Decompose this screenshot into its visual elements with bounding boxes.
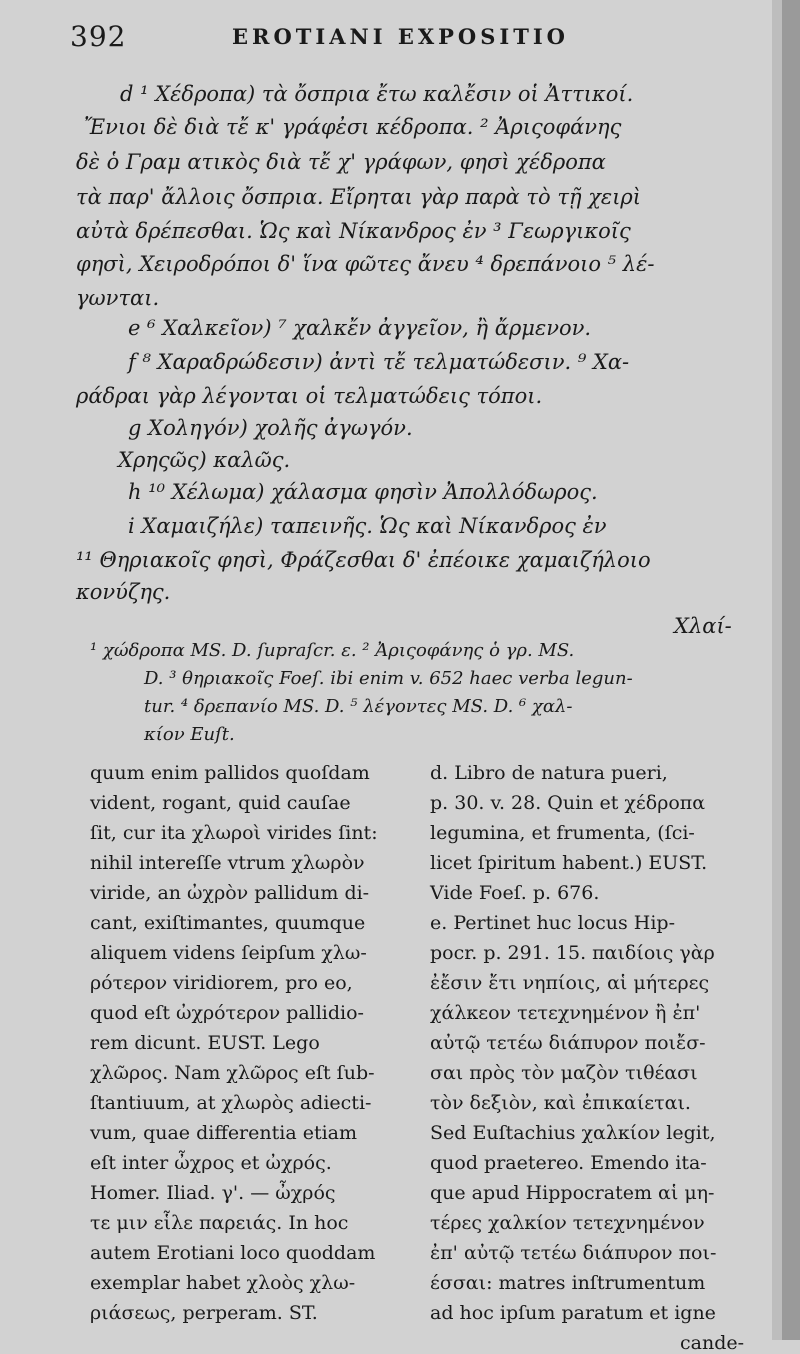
column-line: ἐἔσιν ἔτι νηπίοις, αἱ μήτερες bbox=[430, 972, 710, 994]
text-line: τὰ παρ' ἄλλοις ὄσπρια. Εἴρηται γὰρ παρὰ τὸ τῇ χειρὶ bbox=[76, 185, 642, 209]
column-line: Vide Foeſ. p. 676. bbox=[430, 882, 600, 904]
page-header bbox=[0, 0, 780, 60]
column-line: ſit, cur ita χλωροὶ virides ſint: bbox=[90, 822, 378, 844]
footnote-line: κίον Euſt. bbox=[144, 724, 235, 745]
column-line: έσσαι: matres inſtrumentum bbox=[430, 1272, 706, 1294]
column-line: ρότερον viridiorem, pro eo, bbox=[90, 972, 353, 994]
column-line: vum, quae differentia etiam bbox=[90, 1122, 358, 1144]
column-line: licet ſpiritum habent.) EUST. bbox=[430, 852, 708, 874]
column-line: viride, an ὠχρὸν pallidum di- bbox=[90, 882, 370, 904]
text-line: φησὶ, Χειροδρόποι δ' ἵνα φῶτες ἄνευ ⁴ δρεπάνοιο ⁵ λέ- bbox=[76, 252, 655, 276]
text-line: ¹¹ Θηριακοῖς φησὶ, Φράζεσθαι δ' ἐπέοικε χαμαιζήλοιο bbox=[76, 548, 651, 572]
text-line: δὲ ὁ Γραμ ατικὸς διὰ τἔ χ' γράφων, φησὶ χέδροπα bbox=[76, 150, 606, 174]
catchword: cande- bbox=[680, 1332, 745, 1354]
column-line: τε μιν εἷλε παρειάς. In hoc bbox=[90, 1212, 349, 1234]
column-line: que apud Hippocratem αἱ μη- bbox=[430, 1182, 715, 1204]
column-line: ἐπ' αὐτῷ τετέω διάπυρον ποι- bbox=[430, 1242, 717, 1264]
text-line: h ¹⁰ Χέλωμα) χάλασμα φησὶν Ἀπολλόδωρος. bbox=[128, 480, 598, 504]
column-line: rem dicunt. EUST. Lego bbox=[90, 1032, 320, 1054]
column-line: quod eſt ὠχρότερον pallidio- bbox=[90, 1002, 364, 1024]
column-line: χλῶρος. Nam χλῶρος eſt ſub- bbox=[90, 1062, 375, 1084]
page-edge-shadow bbox=[772, 0, 782, 1340]
running-title: EROTIANI EXPOSITIO bbox=[232, 24, 569, 49]
catchword: Χλαί- bbox=[674, 614, 732, 638]
column-line: quum enim pallidos quoſdam bbox=[90, 762, 370, 784]
column-line: e. Pertinet huc locus Hip- bbox=[430, 912, 676, 934]
footnote-line: D. ³ θηριακοῖς Foeſ. ibi enim v. 652 haec verba legun- bbox=[144, 668, 633, 689]
column-line: χάλκεον τετεχνημένον ἢ ἐπ' bbox=[430, 1002, 701, 1024]
column-line: Homer. Iliad. γ'. — ὦχρός bbox=[90, 1182, 336, 1204]
text-line: Χρηςῶς) καλῶς. bbox=[118, 448, 291, 472]
page-edge bbox=[782, 0, 800, 1340]
column-line: Sed Euſtachius χαλκίον legit, bbox=[430, 1122, 716, 1144]
text-line: d ¹ Χέδροπα) τὰ ὄσπρια ἔτω καλἔσιν οἱ Ἀττικοί. bbox=[120, 82, 634, 106]
column-line: aliquem videns ſeipſum χλω- bbox=[90, 942, 367, 964]
column-line: σαι πρὸς τὸν μαζὸν τιθέασι bbox=[430, 1062, 698, 1084]
text-line: κονύζης. bbox=[76, 580, 171, 604]
text-line: Ἔνιοι δὲ διὰ τἔ κ' γράφἐσι κέδροπα. ² Ἀριςοφάνης bbox=[84, 115, 622, 139]
column-line: cant, exiſtimantes, quumque bbox=[90, 912, 366, 934]
column-line: αὐτῷ τετέω διάπυρον ποιἔσ- bbox=[430, 1032, 706, 1054]
text-line: ράδραι γὰρ λέγονται οἱ τελματώδεις τόποι. bbox=[76, 384, 543, 408]
column-line: legumina, et frumenta, (ſci- bbox=[430, 822, 695, 844]
text-line: i Χαμαιζήλε) ταπεινῆς. Ὡς καὶ Νίκανδρος ἐν bbox=[128, 514, 607, 538]
column-line: ριάσεως, perperam. ST. bbox=[90, 1302, 318, 1324]
column-line: eſt inter ὦχρος et ὠχρός. bbox=[90, 1152, 332, 1174]
column-line: pocr. p. 291. 15. παιδίοις γὰρ bbox=[430, 942, 715, 964]
footnote-line: tur. ⁴ δρεπανίο MS. D. ⁵ λέγοντες MS. D. ⁶ χαλ- bbox=[144, 696, 573, 717]
column-line: nihil intereſſe vtrum χλωρὸν bbox=[90, 852, 365, 874]
text-line: g Χοληγόν) χολῆς ἀγωγόν. bbox=[128, 416, 413, 440]
column-line: τέρες χαλκίον τετεχνημένον bbox=[430, 1212, 705, 1234]
column-line: quod praetereo. Emendo ita- bbox=[430, 1152, 707, 1174]
text-line: e ⁶ Χαλκεῖον) ⁷ χαλκἔν ἀγγεῖον, ἢ ἄρμενον. bbox=[128, 316, 592, 340]
column-line: p. 30. v. 28. Quin et χέδροπα bbox=[430, 792, 706, 814]
footnote-line: ¹ χώδροπα MS. D. ſupraſcr. ε. ² Ἀριςοφάνης ὁ γρ. MS. bbox=[90, 640, 575, 661]
column-line: d. Libro de natura pueri, bbox=[430, 762, 668, 784]
column-line: ad hoc ipſum paratum et igne bbox=[430, 1302, 716, 1324]
text-line: γωνται. bbox=[76, 286, 160, 310]
page-number: 392 bbox=[70, 20, 127, 53]
text-line: f ⁸ Χαραδρώδεσιν) ἀντὶ τἔ τελματώδεσιν. ⁹ Χα- bbox=[128, 350, 630, 374]
column-line: ſtantiuum, at χλωρὸς adiecti- bbox=[90, 1092, 372, 1114]
column-line: vident, rogant, quid cauſae bbox=[90, 792, 351, 814]
column-line: exemplar habet χλοὸς χλω- bbox=[90, 1272, 356, 1294]
column-line: τὸν δεξιὸν, καὶ ἐπικαίεται. bbox=[430, 1092, 691, 1114]
text-line: αὐτὰ δρέπεσθαι. Ὡς καὶ Νίκανδρος ἐν ³ Γεωργικοῖς bbox=[76, 219, 631, 243]
column-line: autem Erotiani loco quoddam bbox=[90, 1242, 376, 1264]
